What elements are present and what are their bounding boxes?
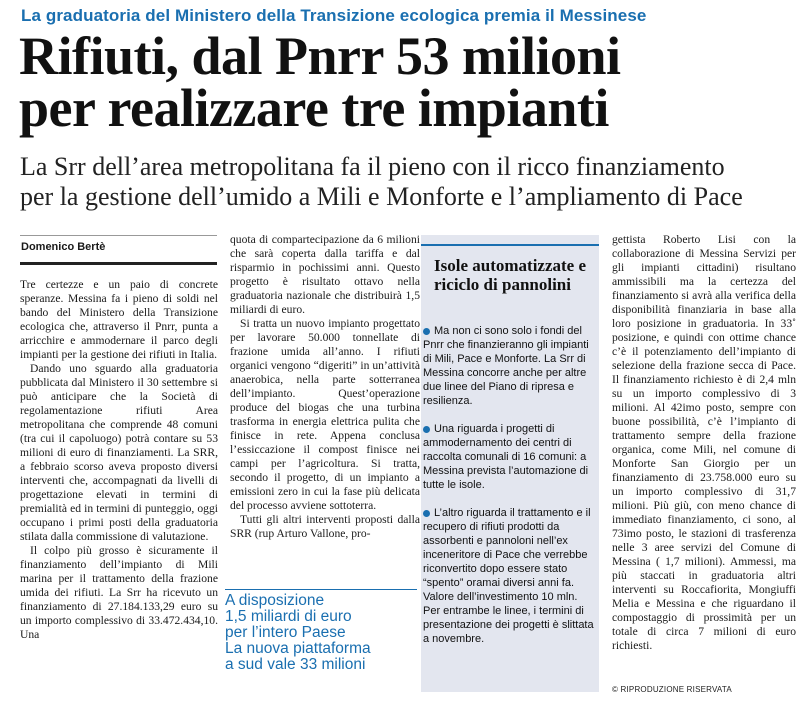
article-column-4 [612,233,796,653]
paragraph: Il colpo più grosso è sicuramente il finanziamento dell’impianto di Mili marina per il trattamento della frazione umida dei rifiuti. La Srr ha ricevuto un finanziamento di 27.184.133,29 euro su un importo complessivo di 33.472.434,10. Una [20,544,218,641]
pullquote [225,593,420,673]
byline: Domenico Bertè [21,241,106,253]
subheadline-line: La Srr dell’area metropolitana fa il pieno con il ricco finanziamento [20,152,725,181]
sidebar-box-rule [421,244,599,246]
subheadline-line: per la gestione dell’umido a Mili e Monforte e l’ampliamento di Pace [20,182,743,211]
pullquote-line: La nuova piattaforma [225,640,371,657]
paragraph: Tutti gli altri interventi proposti dalla SRR (rup Arturo Vallone, pro- [230,513,420,540]
sidebar-box-title: Isole automatizzate e riciclo di pannolini [434,256,587,294]
pullquote-rule [225,589,417,590]
paragraph: Si tratta un nuovo impianto progettato per lavorare 50.000 tonnellate di frazione umida all’anno. I rifiuti organici vengono “digeriti” in un’attività anaerobica, nella parte sotterranea dell’impianto. Quest’operazione produce del biogas che una turbina trasforma in energia elettrica pulita che finisce in rete. Appena conclusa l’essiccazione il compost finisce nei campi per l’agricoltura. Si tratta, secondo il progetto, di un impianto a emissioni zero in cui la fase più delicata del processo avviene sottoterra. [230,317,420,512]
bullet-icon [423,328,430,335]
sidebar-box-text [423,324,597,660]
paragraph: quota di compartecipazione da 6 milioni che sarà coperta dalla tariffa e dal risparmio in pochissimi anni. Questo progetto è risultato ottavo nella graduatoria nazionale che distribuirà 1,5 miliardi di euro. [230,233,420,316]
headline-line: per realizzare tre impianti [19,78,609,138]
bullet-icon [423,510,430,517]
sidebar-paragraph: Una riguarda i progetti di ammodernamento dei centri di raccolta comunali di 16 comuni: a Messina prevista l’automazione di tutte le isole. [423,423,589,491]
pullquote-line: a sud vale 33 milioni [225,656,366,673]
pullquote-line: per l’intero Paese [225,624,346,641]
article-column-1 [20,278,218,642]
pullquote-line: A disposizione [225,592,325,609]
headline [19,26,799,138]
paragraph: gettista Roberto Lisi con la collaborazione di Messina Servizi per gli impianti cittadini) risultano ammissibili ma la certezza del finanziamento si avrà alla verifica della disponibilità finanziaria in base alla loro posizione in graduatoria. In 33˚ posizione, e quindi con ottime chance c’è il potenziamento dell’impianto di selezione della frazione secca di Pace. Il finanziamento richiesto è di 2,4 mln su un importo complessivo di 3 milioni. Al 42imo posto, sempre con buone possibilità, c’è l’impianto di trattamento sempre della frazione organica, come Mili, nel comune di Monforte San Giorgio per un finanziamento di 23.758.000 euro su un importo complessivo di 31,7 milioni. Più giù, con meno chance di immediato finanziamento, ci sono, al 73imo posto, le stazioni di trasferenza nelle 3 aree servizi del Comune di Messina ( 1,7 milioni). Ammessi, ma più staccati in graduatoria altri interventi su Roccafiorita, Mongiuffi Melia e Messina e che riguardano il compostaggio di prossimità per un totale di circa 7 milioni di euro richiesti. [612,233,796,652]
pullquote-line: 1,5 miliardi di euro [225,608,352,625]
subheadline [20,152,800,212]
paragraph: Tre certezze e un paio di concrete speranze. Messina fa i pieno di soldi nel bando del Ministero della Transizione ecologica che, attraverso il Pnrr, punta a arricchire e ammodernare il parco degli impianti per la gestione dei rifiuti in Italia. [20,278,218,361]
copyright-notice: © RIPRODUZIONE RISERVATA [612,685,732,694]
bullet-icon [423,426,430,433]
sidebar-paragraph: L’altro riguarda il trattamento e il recupero di rifiuti prodotti da assorbenti e pannoloni nell’ex inceneritore di Pace che verrebbe riconvertito dopo essere stato “spento” oramai diversi anni fa. Valore dell’investimento 10 mln. Per entrambe le linee, i termini di presentazione dei progetti è slittata a novembre. [423,507,594,645]
kicker: La graduatoria del Ministero della Transizione ecologica premia il Messinese [21,6,647,25]
paragraph: Dando uno sguardo alla graduatoria pubblicata dal Ministero il 30 settembre si può anticipare che la Società di regolamentazione rifiuti Area metropolitana che comprende 48 comuni (tra cui il capoluogo) potrà contare su 53 milioni di euro di finanziamenti. La SRR, a febbraio scorso aveva proposto diversi interventi che, accompagnati da livelli di progettazione elevati in termini di premialità ed in termini di punteggio, oggi occupano i primi posti della graduatoria stilata dalla commissione di valutazione. [20,362,218,543]
article-column-2 [230,233,420,541]
headline-line: Rifiuti, dal Pnrr 53 milioni [19,26,621,86]
sidebar-paragraph: Ma non ci sono solo i fondi del Pnrr che finanzieranno gli impianti di Mili, Pace e Monforte. La Srr di Messina concorre anche per altre due linee del Piano di ripresa e resilienza. [423,325,589,407]
byline-bottom-rule [20,262,217,265]
byline-top-rule [20,235,217,236]
